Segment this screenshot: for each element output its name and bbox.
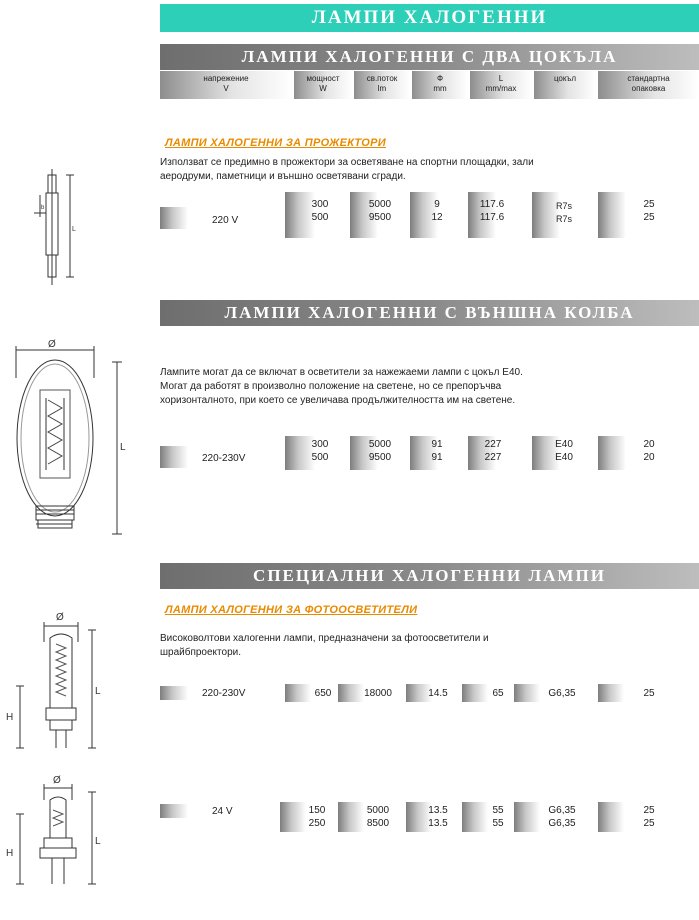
l-label: L <box>95 836 101 847</box>
page-title: ЛАМПИ ХАЛОГЕННИ <box>160 4 699 32</box>
low-diameter: 13.5 13.5 <box>428 805 448 829</box>
header-base: цокъл <box>534 71 596 99</box>
low-base: G6,35 G6,35 <box>548 805 576 829</box>
l-label: L <box>120 442 126 453</box>
low-flux: 5000 8500 <box>366 805 390 829</box>
low-voltage: 24 V <box>212 806 233 817</box>
outer-power: 300 500 <box>311 439 329 463</box>
section-outer-bulb-title: ЛАМПИ ХАЛОГЕННИ С ВЪНШНА КОЛБА <box>160 300 699 326</box>
h-label: H <box>6 848 14 859</box>
header-length: L mm/max <box>470 71 532 99</box>
photo-pack: 25 <box>643 688 655 699</box>
photo-length: 65 <box>492 688 504 699</box>
header-flux: св.поток lm <box>354 71 410 99</box>
l-label: L <box>95 686 101 697</box>
section-two-base-title: ЛАМПИ ХАЛОГЕННИ С ДВА ЦОКЪЛА <box>160 44 699 70</box>
outer-flux: 5000 9500 <box>368 439 392 463</box>
outer-bulb-lamp-drawing <box>2 338 142 548</box>
double-ended-lamp-drawing <box>30 165 80 290</box>
column-header-row <box>160 71 699 99</box>
header-power: мощност W <box>294 71 352 99</box>
floodlight-diameter: 9 12 <box>431 199 443 223</box>
phi-label: Ø <box>56 612 64 623</box>
floodlight-flux: 5000 9500 <box>368 199 392 223</box>
b-label: b <box>41 205 45 211</box>
floodlight-pack: 25 25 <box>643 199 655 223</box>
outer-length: 227 227 <box>484 439 502 463</box>
outer-base: E40 E40 <box>555 439 573 463</box>
phi-label: Ø <box>48 339 56 350</box>
photo-lamp-drawing <box>0 608 110 758</box>
photo-diameter: 14.5 <box>428 688 448 699</box>
subsection-photo-heading: ЛАМПИ ХАЛОГЕННИ ЗА ФОТООСВЕТИТЕЛИ <box>165 604 418 616</box>
low-length: 55 55 <box>492 805 504 829</box>
subsection-floodlight-heading: ЛАМПИ ХАЛОГЕННИ ЗА ПРОЖЕКТОРИ <box>165 137 386 149</box>
photo-power: 650 <box>314 688 332 699</box>
low-pack: 25 25 <box>643 805 655 829</box>
photo-description: Високоволтови халогенни лампи, предназначени за фотоосветители и шрайбпроектори. <box>160 633 489 658</box>
floodlight-power: 300 500 <box>311 199 329 223</box>
section-special-title: СПЕЦИАЛНИ ХАЛОГЕННИ ЛАМПИ <box>160 563 699 589</box>
header-voltage: напрежение V <box>160 71 292 99</box>
floodlight-length: 117.6 117.6 <box>479 199 505 223</box>
outer-pack: 20 20 <box>643 439 655 463</box>
photo-flux: 18000 <box>364 688 392 699</box>
outer-diameter: 91 91 <box>431 439 443 463</box>
h-label: H <box>6 712 14 723</box>
photo-base: G6,35 <box>548 688 576 699</box>
floodlight-description: Използват се предимно в прожектори за осветяване на спортни площадки, зали аеродруми, паметници и външно осветявани сгради. <box>160 157 534 182</box>
floodlight-base: R7s R7s <box>555 201 572 224</box>
outer-voltage: 220-230V <box>202 453 246 464</box>
outer-bulb-description: Лампите могат да се включат в осветители за нажежаеми лампи с цокъл Е40. Могат да работят в произволно положение на светене, но се препоръчва хоризонталното, при което се увеличава продължителността им на светене. <box>160 367 523 406</box>
low-power: 150 250 <box>308 805 326 829</box>
l-label: L <box>72 226 76 233</box>
low-voltage-lamp-drawing <box>0 774 110 914</box>
header-pack: стандартна опаковка <box>598 71 699 99</box>
floodlight-voltage: 220 V <box>212 215 239 226</box>
header-diameter: Ф mm <box>412 71 468 99</box>
phi-label: Ø <box>53 775 61 786</box>
photo-voltage: 220-230V <box>202 688 246 699</box>
